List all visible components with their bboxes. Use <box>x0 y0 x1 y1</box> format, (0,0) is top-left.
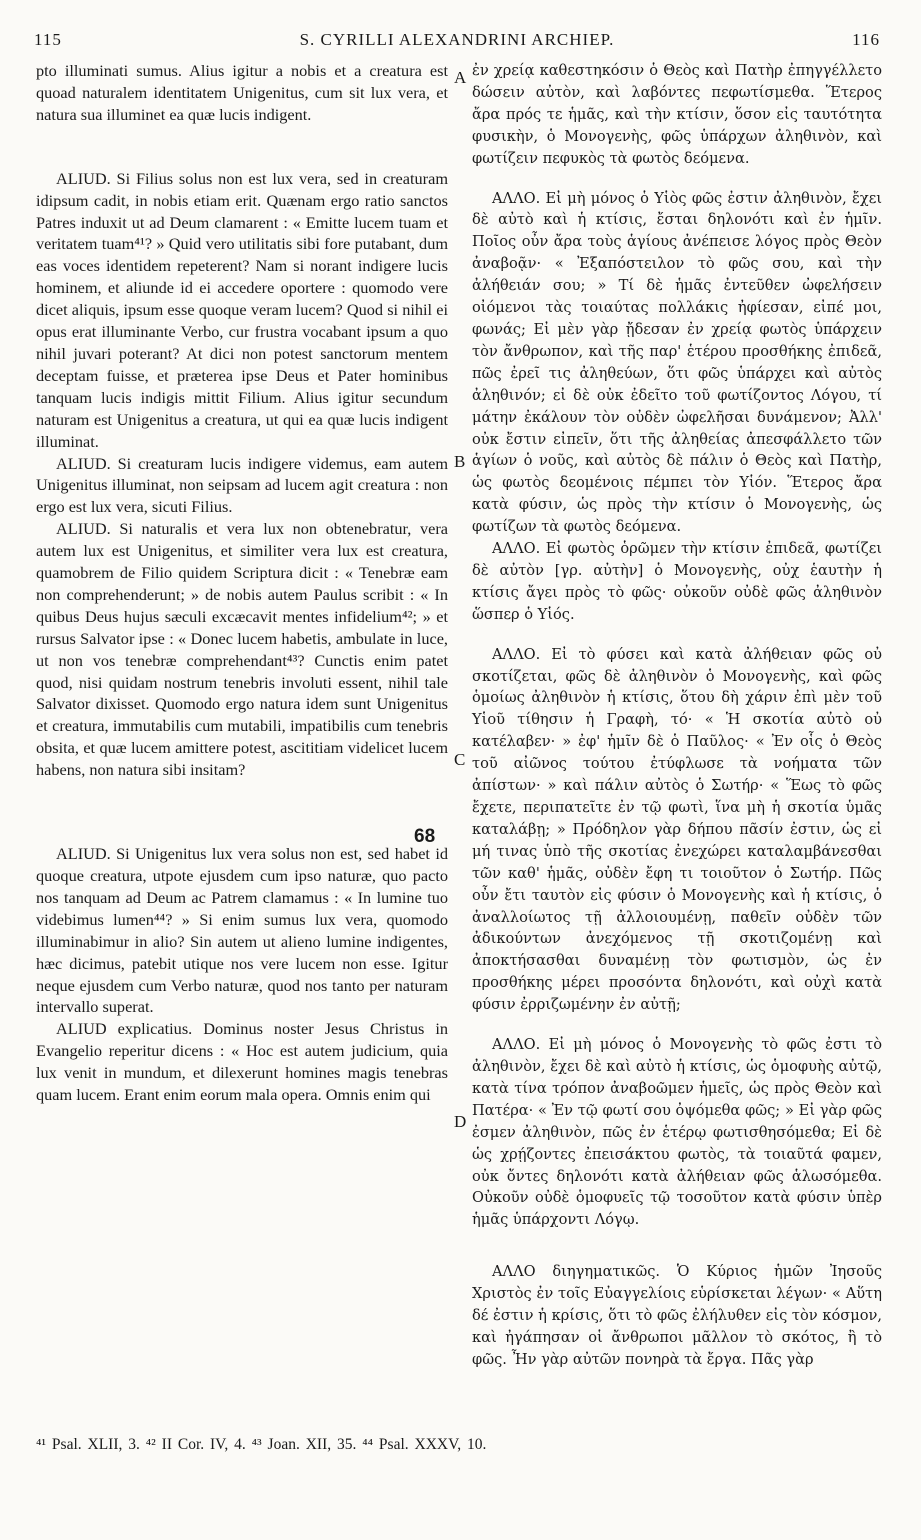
greek-paragraph: ΑΛΛΟ. Εἰ τὸ φύσει καὶ κατὰ ἀλήθειαν φῶς οὐ σκοτίζεται, φῶς δὲ ἀληθινὸν ὁ Μονογενὴς, καὶ φῶς ὁμοίως ἀληθινὸν ἡ κτίσις, ὅτου δὴ χάριν ἐπὶ μὲν τοῦ Υἱοῦ τίθησιν ἡ Γραφὴ, τό· « Ἡ σκοτία αὐτὸ οὐ κατέλαβεν· » ἐφ' ἡμῖν δὲ ὁ Παῦλος· « Ἐν οἷς ὁ Θεὸς τοῦ αἰῶνος τούτου ἐτύφλωσε τὰ νοήματα τῶν ἀπίστων· » καὶ πάλιν αὐτὸς ὁ Σωτήρ· « Ἕως τὸ φῶς ἔχετε, περιπατεῖτε ἐν τῷ φωτὶ, ἵνα μὴ ἡ σκοτία ὑμᾶς καταλάβῃ; » Πρόδηλον γὰρ δήπου πᾶσίν ἐστιν, ὡς εἰ μή τινας ὑπὸ τῆς σκοτίας ἐνεχώρει καταλαμβάνεσθαι τῶν καθ' ἡμᾶς, οὐδὲν ἔφη τι τοιοῦτον ὁ Σωτήρ. Πῶς οὖν ἔτι ταυτὸν εἰς φύσιν ὁ Μονογενὴς καὶ ἡ κτίσις, ὁ ἀναλλοίωτος τῇ ἀλλοιουμένῃ, παθεῖν οὐδὲν τῶν ἀδικούντων ἀνεχόμενος τῇ σκοτιζομένῃ καὶ ἀποκτήσασθαι δυναμένῃ τὸν φωτισμὸν, ὡς ἐν προσθήκης μέρει προσόντα δηλονότι, καὶ οὐχὶ κατὰ φύσιν ἐρριζωμένην ἐν αὐτῇ; <box>472 645 882 1014</box>
running-header <box>34 30 880 56</box>
margin-letter-d: D <box>454 1112 467 1131</box>
greek-paragraph: ΑΛΛΟ διηγηματικῶς. Ὁ Κύριος ἡμῶν Ἰησοῦς Χριστὸς ἐν τοῖς Εὐαγγελίοις εὑρίσκεται λέγων· « Αὕτη δέ ἐστιν ἡ κρίσις, ὅτι τὸ φῶς ἐλήλυθεν εἰς τὸν κόσμον, καὶ ἠγάπησαν οἱ ἄνθρωποι μᾶλλον τὸ σκότος, ἢ τὸ φῶς. Ἦν γὰρ αὐτῶν πονηρὰ τὰ ἔργα. Πᾶς γὰρ <box>472 1263 882 1368</box>
greek-paragraph: ΑΛΛΟ. Εἰ μὴ μόνος ὁ Μονογενὴς τὸ φῶς ἐστι τὸ ἀληθινὸν, ἔχει δὲ καὶ αὐτὸ ἡ κτίσις, ὡς ὁμοφυὴς αὐτῷ, κατὰ τίνα τρόπον ἀναβοῶμεν ἡμεῖς, ὡς πρὸς Θεὸν καὶ Πατέρα· « Ἐν τῷ φωτί σου ὀψόμεθα φῶς; » Εἰ γὰρ φῶς ἐσμεν ἀληθινὸν, πῶς ἐν ἑτέρῳ φωτισθησόμεθα; Εἰ δὲ ὡς χρῄζοντες ἐπεισάκτου φωτὸς, τὰ τοιαῦτά φαμεν, οὐκ ὄντες δηλονότι κατὰ ἀλήθειαν φῶς ἁλωσόμεθα. Οὐκοῦν οὐδὲ ὁμοφυεῖς τῷ τοσοῦτον κατὰ φύσιν ὑπὲρ ἡμᾶς ὑπάρχοντι Λόγῳ. <box>472 1036 882 1229</box>
margin-letter-a: A <box>454 68 467 87</box>
greek-column <box>472 60 882 1371</box>
latin-paragraph: ALIUD. Si Filius solus non est lux vera, sed in creaturam idipsum cadit, in nobis etiam erit. Quænam ergo ratio sanctos Patres induxit ut ad Deum clamarent : « Emitte lucem tuam et veritatem tuam⁴¹? » Quid vero utilitatis sibi fore putabant, dum eas voces identidem repeterent? Nam si norant indigere lucis hominem, et aliunde id ei accedere oportere : quomodo vere dicet aliquis, ipsum esse quoque veram lucem? Quod si nihil ei opus erat illuminante Verbo, cur frustra vocabant ipsum a quo nihil juvari poterant? At dici non potest sanctorum mentem deceptam fuisse, et præterea ipse Deus et Pater hominibus tanquam lucis indigis mittit Filium. Alius igitur secundum naturam est Unigenitus a creatura, ut qui ea quæ lucis indigent illuminat. <box>36 168 448 451</box>
greek-paragraph: ἐν χρείᾳ καθεστηκόσιν ὁ Θεὸς καὶ Πατὴρ ἐπηγγέλλετο δώσειν αὐτὸν, καὶ λαβόντες πεφωτίσμεθα. Ἕτερος ἄρα πρός τε ἡμᾶς, καὶ τὴν κτίσιν, ὅσον εἰς ταυτότητα φυσικὴν, ὁ Μονογενὴς, φῶς ὑπάρχων ἀληθινὸν, καὶ φωτίζειν πεφυκὸς τὰ φωτὸς δεόμενα. <box>472 62 882 167</box>
latin-paragraph: ALIUD. Si creaturam lucis indigere videmus, eam autem Unigenitus illuminat, non seipsam ad lucem agit creatura : non ergo est lux vera, sicuti Filius. <box>36 453 448 517</box>
column-number: 68 <box>414 826 436 847</box>
margin-letter-c: C <box>454 750 466 769</box>
latin-paragraph: ALIUD. Si naturalis et vera lux non obtenebratur, vera autem lux est Unigenitus, et similiter vera lux est creatura, quamobrem de Filio quidem Scriptura dicit : « Tenebræ eam non comprehenderunt; » de nobis autem Paulus scribit : « In quibus Deus hujus sæculi excæcavit mentes infidelium⁴²; » et rursus Salvator ipse : « Donec lucem habetis, ambulate in luce, ut non vos tenebræ comprehendant⁴³? Cunctis enim patet quod, nisi quidam nostrum tenebris involuti essent, nihil tale Salvator dixisset. Quomodo ergo natura idem sunt Unigenitus et creatura, immutabilis cum mutabili, impatibilis cum tenebris obsita, et quæ lucem amittere potest, ascititiam videlicet lucem habens, non natura sibi insitam? <box>36 519 448 780</box>
margin-letter-b: B <box>454 452 466 471</box>
running-title: S. CYRILLI ALEXANDRINI ARCHIEP. <box>299 30 615 49</box>
latin-paragraph: pto illuminati sumus. Alius igitur a nobis et a creatura est quoad naturalem identitatem Unigenitus, cum sit lux vera, et natura sua illuminet ea quæ lucis indigent. <box>36 61 448 124</box>
greek-paragraph: ΑΛΛΟ. Εἰ φωτὸς ὁρῶμεν τὴν κτίσιν ἐπιδεᾶ, φωτίζει δὲ αὐτὸν [γρ. αὐτὴν] ὁ Μονογενὴς, οὐχ ἑαυτὴν ἡ κτίσις ἄγει πρὸς τὸ φῶς· οὐκοῦν οὐδὲ φῶς ἀληθινὸν ὥσπερ ὁ Υἱός. <box>472 540 882 623</box>
page-number-right: 116 <box>852 30 880 49</box>
page-number-left: 115 <box>34 30 62 49</box>
latin-column <box>36 60 448 1106</box>
latin-paragraph: ALIUD. Si Unigenitus lux vera solus non est, sed habet id quoque creatura, utpote ejusdem cum ipso naturæ, quo pacto nos tanquam ad Deum ac Patrem clamamus : « In lumine tuo videbimus lumen⁴⁴? » Si enim sumus lux vera, quomodo illuminabimur in alio? Sin autem ut alieno lumine indigentes, hæc dicimus, patebit utique nos vere lucem non esse. Igitur neque ejusdem cum Verbo naturæ, quod nos tanto per naturam intervallo superat. <box>36 844 448 1017</box>
greek-paragraph: ΑΛΛΟ. Εἰ μὴ μόνος ὁ Υἱὸς φῶς ἐστιν ἀληθινὸν, ἔχει δὲ αὐτὸ καὶ ἡ κτίσις, ἔσται δηλονότι καὶ ἐν ἡμῖν. Ποῖος οὖν ἄρα τοὺς ἁγίους ἀνέπεισε λόγος πρὸς Θεὸν ἀναβοᾷν· « Ἐξαπόστειλον τὸ φῶς σου, καὶ τὴν ἀλήθειάν σου; » Τί δὲ ἡμᾶς ἐντεῦθεν ὠφελήσειν οἰόμενοι τὰς τοιαύτας πολλάκις ἠφίεσαν, εἰπέ μοι, φωνάς; Εἰ μὲν γὰρ ᾔδεσαν ἐν χρείᾳ φωτὸς ὑπάρχειν τὸν ἄνθρωπον, καὶ τῆς παρ' ἑτέρου προσθήκης ἐπιδεᾶ, πῶς ἐρεῖ τις ἀληθεύων, ὅτι φῶς ὑπάρχει καὶ αὐτὸς ἀληθινόν; εἰ δὲ οὐκ ἐδεῖτο τοῦ φωτίζοντος Λόγου, τί μάτην ἐκάλουν τὸν οὐδὲν ὠφελῆσαι δυνάμενον; Ἀλλ' οὐκ ἔστιν εἰπεῖν, ὅτι τῆς ἀληθείας ἀπεσφάλλετο τῶν ἁγίων ὁ νοῦς, καὶ αὐτὸς δὲ πάλιν ὁ Θεὸς καὶ Πατὴρ, ὡς φωτὸς δεομένοις πέμπει τὸν Υἱόν. Ἕτερος ἄρα κατὰ φύσιν, ὡς πρὸς τὴν κτίσιν ὁ Μονογενὴς, ὡς φωτίζων τὰ φωτὸς δεόμενα. <box>472 189 882 536</box>
latin-paragraph: ALIUD explicatius. Dominus noster Jesus Christus in Evangelio reperitur dicens : « Hoc est autem judicium, quia lux venit in mundum, et dilexerunt homines magis tenebras quam lucem. Erant enim eorum mala opera. Omnis enim qui <box>36 1019 448 1105</box>
footnotes: ⁴¹ Psal. XLII, 3. ⁴² II Cor. IV, 4. ⁴³ Joan. XII, 35. ⁴⁴ Psal. XXXV, 10. <box>36 1436 487 1453</box>
